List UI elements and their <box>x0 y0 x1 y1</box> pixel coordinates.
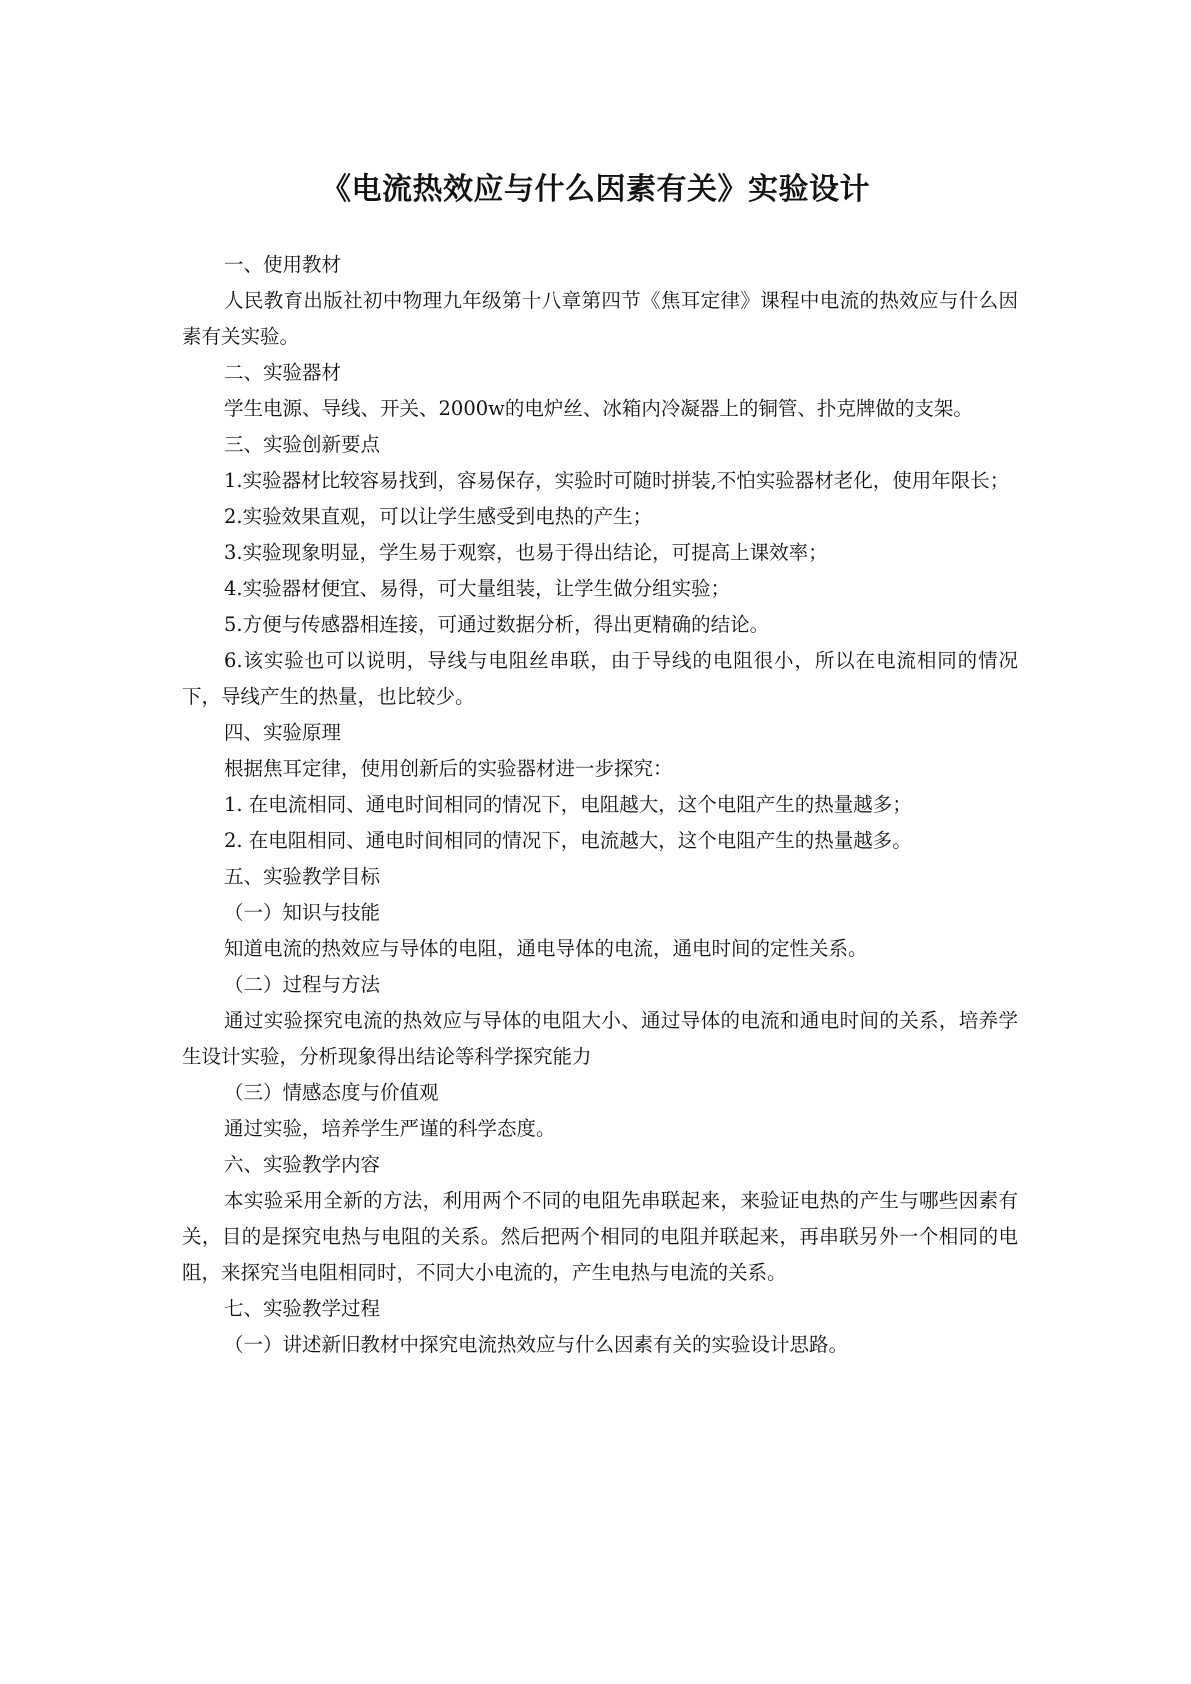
paragraph-principle: 根据焦耳定律，使用创新后的实验器材进一步探究： <box>224 757 673 780</box>
list-item-principle-2: 2. 在电阻相同、通电时间相同的情况下，电流越大，这个电阻产生的热量越多。 <box>224 829 912 852</box>
section-heading-goals: 五、实验教学目标 <box>224 865 381 888</box>
list-item-principle-1: 1. 在电流相同、通电时间相同的情况下，电阻越大，这个电阻产生的热量越多； <box>224 793 912 816</box>
subheading-attitude: （三）情感态度与价值观 <box>224 1081 439 1104</box>
paragraph-equipment: 学生电源、导线、开关、2000w的电炉丝、冰箱内冷凝器上的铜管、扑克牌做的支架。 <box>224 397 973 420</box>
list-item-innovation-2: 2.实验效果直观，可以让学生感受到电热的产生； <box>224 505 653 528</box>
subheading-process: （二）过程与方法 <box>224 973 381 996</box>
paragraph-process-step-1: （一）讲述新旧教材中探究电流热效应与什么因素有关的实验设计思路。 <box>224 1333 849 1356</box>
section-heading-equipment: 二、实验器材 <box>224 361 342 384</box>
document-body <box>182 247 1018 1363</box>
list-item-innovation-6: 6.该实验也可以说明，导线与电阻丝串联，由于导线的电阻很小，所以在电流相同的情况下，导线产生的热量，也比较少。 <box>182 649 1018 708</box>
document-title: 《电流热效应与什么因素有关》实验设计 <box>321 172 870 207</box>
section-heading-textbook: 一、使用教材 <box>224 253 342 276</box>
list-item-innovation-5: 5.方便与传感器相连接，可通过数据分析，得出更精确的结论。 <box>224 613 770 636</box>
section-heading-process: 七、实验教学过程 <box>224 1297 381 1320</box>
paragraph-textbook: 人民教育出版社初中物理九年级第十八章第四节《焦耳定律》课程中电流的热效应与什么因素有关实验。 <box>182 289 1018 348</box>
section-heading-principle: 四、实验原理 <box>224 721 342 744</box>
paragraph-process: 通过实验探究电流的热效应与导体的电阻大小、通过导体的电流和通电时间的关系，培养学生设计实验，分析现象得出结论等科学探究能力 <box>182 1009 1018 1068</box>
list-item-innovation-3: 3.实验现象明显，学生易于观察，也易于得出结论，可提高上课效率； <box>224 541 828 564</box>
paragraph-content: 本实验采用全新的方法，利用两个不同的电阻先串联起来，来验证电热的产生与哪些因素有关，目的是探究电热与电阻的关系。然后把两个相同的电阻并联起来，再串联另外一个相同的电阻，来探究当电阻相同时，不同大小电流的，产生电热与电流的关系。 <box>182 1189 1018 1284</box>
section-heading-innovation: 三、实验创新要点 <box>224 433 381 456</box>
subheading-knowledge: （一）知识与技能 <box>224 901 381 924</box>
paragraph-attitude: 通过实验，培养学生严谨的科学态度。 <box>224 1117 556 1140</box>
list-item-innovation-1: 1.实验器材比较容易找到，容易保存，实验时可随时拼装,不怕实验器材老化，使用年限长； <box>224 469 1010 492</box>
list-item-innovation-4: 4.实验器材便宜、易得，可大量组装，让学生做分组实验； <box>224 577 731 600</box>
section-heading-content: 六、实验教学内容 <box>224 1153 381 1176</box>
paragraph-knowledge: 知道电流的热效应与导体的电阻，通电导体的电流，通电时间的定性关系。 <box>224 937 868 960</box>
